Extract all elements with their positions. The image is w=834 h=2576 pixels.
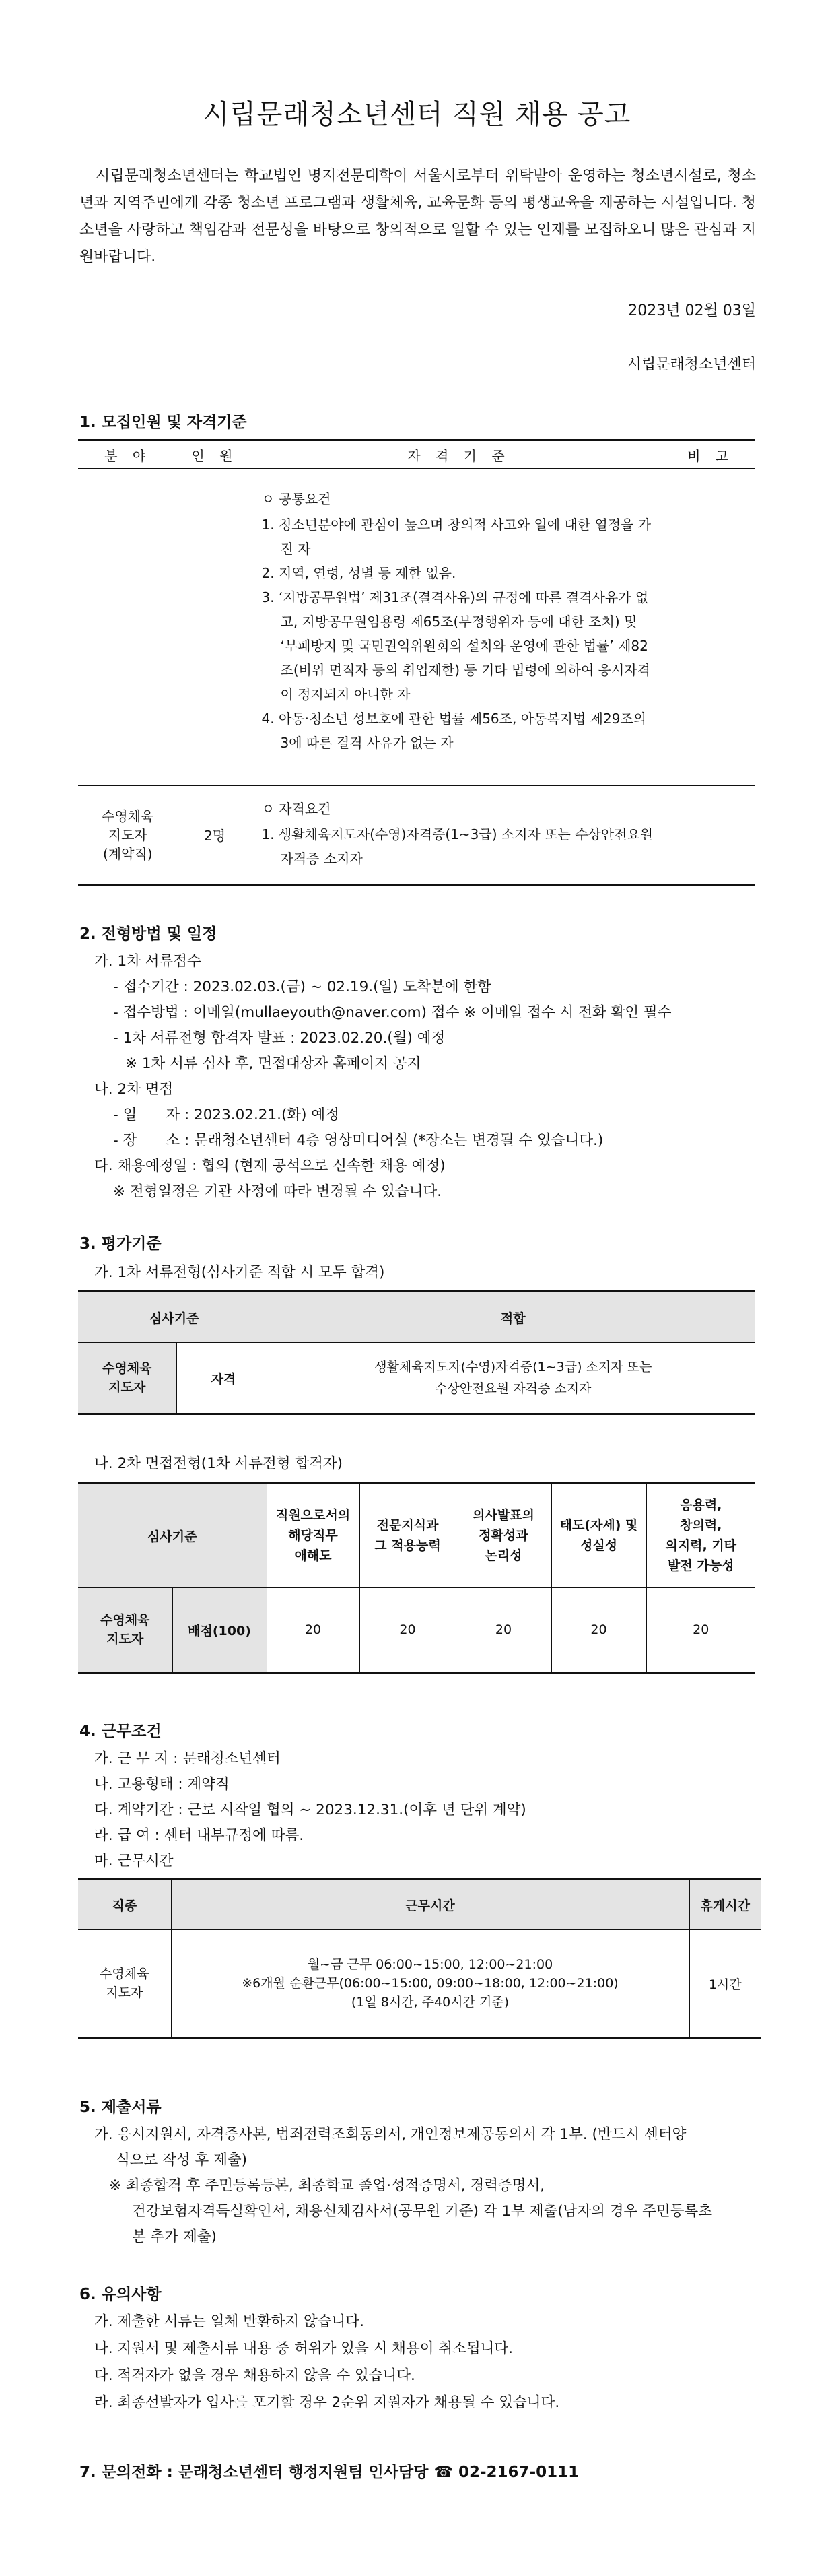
field-cell: 수영체육 지도자 bbox=[78, 1588, 172, 1673]
criterion-expertise: 전문지식과 그 적용능력 bbox=[359, 1483, 456, 1588]
notice-line: 다. 적격자가 없을 경우 채용하지 않을 수 있습니다. bbox=[94, 2367, 415, 2384]
table-header-row bbox=[78, 1292, 755, 1343]
list-item: 2. 지역, 연령, 성별 등 제한 없음. bbox=[261, 565, 456, 581]
criteria-type: 자격 bbox=[176, 1343, 271, 1414]
score-cell: 20 bbox=[267, 1588, 359, 1673]
table-row bbox=[78, 785, 755, 885]
section-5-title: 5. 제출서류 bbox=[79, 2099, 162, 2116]
condition-line: 가. 근 무 지 : 문래청소년센터 bbox=[94, 1750, 281, 1767]
document-line: 식으로 작성 후 제출) bbox=[116, 2152, 248, 2169]
table-row bbox=[78, 1343, 755, 1414]
pass-header: 적합 bbox=[271, 1292, 755, 1343]
list-item: 1. 청소년분야에 관심이 높으며 창의적 사고와 일에 대한 열정을 가진 자 bbox=[261, 517, 652, 557]
score-cell: 20 bbox=[646, 1588, 755, 1673]
organization-name: 시립문래청소년센터 bbox=[627, 356, 756, 373]
table-row bbox=[78, 1588, 755, 1673]
interview-table bbox=[78, 1482, 755, 1674]
section-4-title: 4. 근무조건 bbox=[79, 1723, 162, 1740]
job-cell: 수영체육 지도자 bbox=[78, 1930, 171, 2038]
table-row bbox=[78, 1930, 761, 2038]
notice-line: 라. 최종선발자가 입사를 포기할 경우 2순위 지원자가 채용될 수 있습니다. bbox=[94, 2394, 560, 2411]
specific-requirements-heading: ㅇ 자격요건 bbox=[261, 800, 331, 817]
table-row bbox=[78, 469, 755, 785]
header-hours: 근무시간 bbox=[171, 1879, 689, 1930]
criterion-communication: 의사발표의 정확성과 논리성 bbox=[456, 1483, 551, 1588]
document-line: 가. 응시지원서, 자격증사본, 범죄전력조회동의서, 개인정보제공동의서 각 1부. (반드시 센터양 bbox=[94, 2126, 687, 2143]
criterion-attitude: 태도(자세) 및 성실성 bbox=[551, 1483, 646, 1588]
header-note: 비 고 bbox=[666, 440, 755, 469]
table-header-row bbox=[78, 1483, 755, 1588]
schedule-line: - 접수기간 : 2023.02.03.(금) ~ 02.19.(일) 도착분에 한함 bbox=[113, 979, 491, 995]
schedule-line: - 1차 서류전형 합격자 발표 : 2023.02.20.(월) 예정 bbox=[113, 1030, 446, 1047]
schedule-line: 다. 채용예정일 : 협의 (현재 공석으로 신속한 채용 예정) bbox=[94, 1158, 446, 1175]
score-label: 배점(100) bbox=[172, 1588, 267, 1673]
field-cell: 수영체육 지도자 bbox=[78, 1343, 176, 1414]
working-hours-table bbox=[78, 1878, 761, 2039]
document-line: ※ 최종합격 후 주민등록등본, 최종학교 졸업·성적증명서, 경력증명서, bbox=[109, 2177, 545, 2194]
header-job: 직종 bbox=[78, 1879, 171, 1930]
notice-line: 가. 제출한 서류는 일체 반환하지 않습니다. bbox=[94, 2313, 364, 2330]
evaluation-sub-2: 나. 2차 면접전형(1차 서류전형 합격자) bbox=[94, 1455, 343, 1472]
condition-line: 다. 계약기간 : 근로 시작일 협의 ~ 2023.12.31.(이후 년 단위 계약) bbox=[94, 1802, 526, 1818]
schedule-line: - 접수방법 : 이메일(mullaeyouth@naver.com) 접수 ※ 이메일 접수 시 전화 확인 필수 bbox=[113, 1004, 672, 1021]
list-item: 4. 아동·청소년 성보호에 관한 법률 제56조, 아동복지법 제29조의 3에 따른 결격 사유가 없는 자 bbox=[261, 711, 647, 751]
general-requirements-heading: ㅇ 공통요건 bbox=[261, 491, 331, 507]
condition-line: 마. 근무시간 bbox=[94, 1853, 174, 1870]
schedule-line: - 장 소 : 문래청소년센터 4층 영상미디어실 (*장소는 변경될 수 있습니다.) bbox=[113, 1132, 604, 1149]
condition-line: 라. 급 여 : 센터 내부규정에 따름. bbox=[94, 1827, 304, 1844]
header-field: 분 야 bbox=[78, 440, 178, 469]
section-6-title: 6. 유의사항 bbox=[79, 2286, 162, 2303]
criteria-value: 생활체육지도자(수영)자격증(1~3급) 소지자 또는 수상안전요원 자격증 소지자 bbox=[271, 1343, 755, 1414]
header-rest: 휴게시간 bbox=[689, 1879, 761, 1930]
header-qualification: 자 격 기 준 bbox=[252, 440, 666, 469]
document-screening-table bbox=[78, 1290, 755, 1415]
schedule-line: - 일 자 : 2023.02.21.(화) 예정 bbox=[113, 1107, 339, 1123]
intro-paragraph: 시립문래청소년센터는 학교법인 명지전문대학이 서울시로부터 위탁받아 운영하는 청소년시설로, 청소년과 지역주민에게 각종 청소년 프로그램과 생활체육, 교육문화 등의 평생교육을 제공하는 시설입니다. 청소년을 사랑하고 책임감과 전문성을 바탕으로 창의적으로 일할 수 있는 인재를 모집하오니 많은 관심과 지원바랍니다. bbox=[79, 168, 756, 265]
schedule-line: 나. 2차 면접 bbox=[94, 1081, 174, 1098]
list-item: 3. ‘지방공무원법’ 제31조(결격사유)의 규정에 따른 결격사유가 없고, 지방공무원임용령 제65조(부정행위자 등에 대한 조치) 및 ‘부패방지 및 국민권익위원회의 설치와 운영에 관한 법률’ 제82조(비위 면직자 등의 취업제한) 등 기타 법령에 의하여 응시자격이 정지되지 아니한 자 bbox=[261, 589, 650, 702]
schedule-line: ※ 1차 서류 심사 후, 면접대상자 홈페이지 공지 bbox=[125, 1055, 421, 1072]
score-cell: 20 bbox=[456, 1588, 551, 1673]
document-line: 건강보험자격득실확인서, 채용신체검사서(공무원 기준) 각 1부 제출(남자의 경우 주민등록초 bbox=[132, 2203, 712, 2220]
hours-cell: 월~금 근무 06:00~15:00, 12:00~21:00 ※6개월 순환근무(06:00~15:00, 09:00~18:00, 12:00~21:00) (1일 8시간, 주40시간 기준) bbox=[171, 1930, 689, 2038]
section-2-title: 2. 전형방법 및 일정 bbox=[79, 925, 217, 943]
notice-line: 나. 지원서 및 제출서류 내용 중 허위가 있을 시 채용이 취소됩니다. bbox=[94, 2340, 514, 2357]
rest-cell: 1시간 bbox=[689, 1930, 761, 2038]
score-cell: 20 bbox=[551, 1588, 646, 1673]
announcement-date: 2023년 02월 03일 bbox=[628, 302, 756, 319]
qualification-table bbox=[78, 439, 755, 886]
criteria-header: 심사기준 bbox=[78, 1483, 267, 1588]
page-title: 시립문래청소년센터 직원 채용 공고 bbox=[203, 99, 631, 130]
evaluation-sub-1: 가. 1차 서류전형(심사기준 적합 시 모두 합격) bbox=[94, 1264, 385, 1281]
general-requirements bbox=[252, 469, 666, 785]
field-cell: 수영체육 지도자 (계약직) bbox=[78, 785, 178, 885]
schedule-line: 가. 1차 서류접수 bbox=[94, 953, 201, 970]
table-header-row bbox=[78, 440, 755, 469]
document-line: 본 추가 제출) bbox=[132, 2228, 217, 2245]
schedule-line: ※ 전형일정은 기관 사정에 따라 변경될 수 있습니다. bbox=[113, 1183, 442, 1200]
score-cell: 20 bbox=[359, 1588, 456, 1673]
list-item: 1. 생활체육지도자(수영)자격증(1~3급) 소지자 또는 수상안전요원 자격증 소지자 bbox=[261, 826, 654, 867]
table-header-row bbox=[78, 1879, 761, 1930]
section-3-title: 3. 평가기준 bbox=[79, 1235, 162, 1253]
criteria-header: 심사기준 bbox=[78, 1292, 271, 1343]
criterion-job-understanding: 직원으로서의 해당직무 애해도 bbox=[267, 1483, 359, 1588]
criterion-potential: 응용력, 창의력, 의지력, 기타 발전 가능성 bbox=[646, 1483, 755, 1588]
contact-phone: 7. 문의전화 : 문래청소년센터 행정지원팀 인사담당 ☎ 02-2167-0111 bbox=[79, 2464, 580, 2481]
header-count: 인 원 bbox=[178, 440, 252, 469]
specific-requirements bbox=[252, 785, 666, 885]
count-cell: 2명 bbox=[178, 785, 252, 885]
condition-line: 나. 고용형태 : 계약직 bbox=[94, 1776, 230, 1793]
section-1-title: 1. 모집인원 및 자격기준 bbox=[79, 414, 247, 431]
